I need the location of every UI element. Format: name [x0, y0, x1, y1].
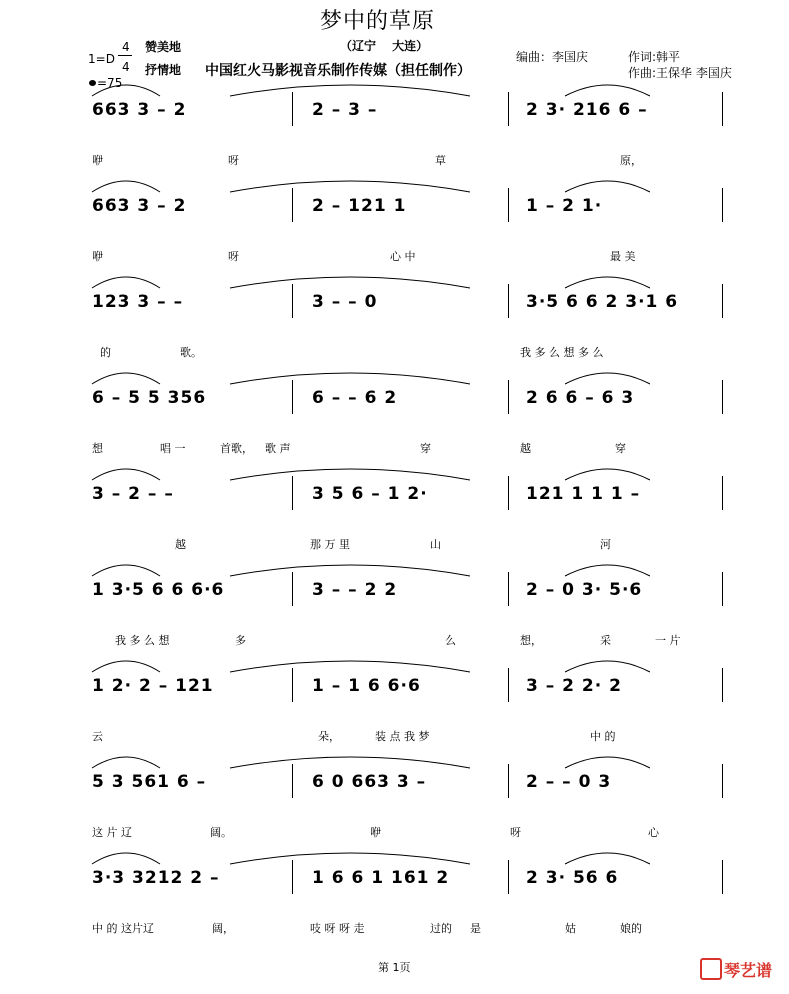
slur [92, 85, 160, 96]
lyric: 草 [435, 154, 446, 167]
lyric: 河 [600, 538, 611, 551]
measure: 1 – 1 6 6·6 [312, 676, 421, 696]
key-signature: 1=D [88, 52, 115, 66]
site-logo: 琴艺谱 [700, 958, 772, 981]
tempo-mark: =75 [97, 76, 123, 90]
slur [92, 469, 160, 480]
measure: 1 3·5 6 6 6·6 [92, 580, 225, 600]
lyric: 心 中 [390, 250, 416, 263]
lyric: 那 万 里 [310, 538, 350, 551]
lyric: 越 [175, 538, 186, 551]
lyric: 娘的 [620, 922, 642, 935]
lyric: 朵， [318, 730, 340, 743]
slur [92, 853, 160, 864]
lyric: 么 [445, 634, 456, 647]
expression-1: 赞美地 [145, 40, 182, 54]
lyric: 歌 声 [265, 442, 291, 455]
slur [565, 661, 650, 672]
lyric: 我 多 么 想 [115, 634, 170, 647]
lyricist-credit: 作词:韩平 [628, 50, 681, 64]
slur [92, 757, 160, 768]
lyric: 穿 [420, 442, 431, 455]
lyric: 呀 [228, 250, 239, 263]
lyric: 这 片 辽 [92, 826, 132, 839]
expression-2: 抒情地 [145, 63, 182, 77]
lyric: 咿 [370, 826, 381, 839]
lyric: 咿 [92, 250, 103, 263]
slur [230, 181, 470, 192]
lyric: 唱 一 [160, 442, 186, 455]
slur [92, 277, 160, 288]
lyric: 穿 [615, 442, 626, 455]
measure: 2 3· 56 6 [526, 868, 619, 888]
lyric: 过的 [430, 922, 452, 935]
logo-icon [700, 958, 722, 980]
slur [230, 85, 470, 96]
measure: 2 – – 0 3 [526, 772, 612, 792]
slur [230, 853, 470, 864]
measure: 2 – 0 3· 5·6 [526, 580, 643, 600]
lyric: 中 的 [590, 730, 616, 743]
slur [92, 661, 160, 672]
measure: 3·3 3212 2 – [92, 868, 220, 888]
lyric: 云 [92, 730, 103, 743]
measure: 3 – 2 2· 2 [526, 676, 622, 696]
lyric: 吱 呀 呀 走 [310, 922, 365, 935]
producer-credit: 中国红火马影视音乐制作传媒（担任制作） [205, 63, 471, 79]
measure: 123 3 – – [92, 292, 184, 312]
arranger-credit: 编曲：李国庆 [516, 50, 589, 64]
lyric: 咿 [92, 154, 103, 167]
time-signature-top: 4 [122, 40, 130, 54]
lyric: 装 点 我 梦 [375, 730, 430, 743]
slur [565, 85, 650, 96]
slur [230, 469, 470, 480]
lyric: 最 美 [610, 250, 636, 263]
slur [230, 277, 470, 288]
lyric: 山 [430, 538, 441, 551]
lyric: 采 [600, 634, 611, 647]
measure: 2 – 3 – [312, 100, 378, 120]
slur [565, 181, 650, 192]
slur [230, 661, 470, 672]
measure: 3 – – 0 [312, 292, 378, 312]
measure: 3 – – 2 2 [312, 580, 398, 600]
lyric: 心 [648, 826, 659, 839]
slur [565, 277, 650, 288]
composer-credit: 作曲:王保华 李国庆 [628, 66, 732, 80]
measure: 2 6 6 – 6 3 [526, 388, 635, 408]
slur [565, 565, 650, 576]
lyric: 是 [470, 922, 481, 935]
measure: 1 – 2 1· [526, 196, 603, 216]
measure: 663 3 – 2 [92, 196, 187, 216]
lyric: 姑 [565, 922, 576, 935]
measure: 3·5 6 6 2 3·1 6 [526, 292, 679, 312]
slur [565, 757, 650, 768]
measure: 663 3 – 2 [92, 100, 187, 120]
measure: 3 – 2 – – [92, 484, 174, 504]
measure: 2 – 121 1 [312, 196, 407, 216]
slur [230, 757, 470, 768]
lyric: 阔， [212, 922, 234, 935]
region-label: （辽宁 大连） [340, 39, 429, 53]
lyric: 呀 [510, 826, 521, 839]
lyric: 歌。 [180, 346, 202, 359]
slur [92, 373, 160, 384]
slur [92, 565, 160, 576]
lyric: 中 的 这片辽 [92, 922, 154, 935]
lyric: 想， [520, 634, 542, 647]
lyric: 呀 [228, 154, 239, 167]
lyric: 多 [235, 634, 246, 647]
slur [565, 853, 650, 864]
measure: 1 6 6 1 161 2 [312, 868, 450, 888]
measure: 121 1 1 1 – [526, 484, 641, 504]
measure: 2 3· 216 6 – [526, 100, 648, 120]
slur [230, 565, 470, 576]
lyric: 原， [620, 154, 642, 167]
measure: 3 5 6 – 1 2· [312, 484, 428, 504]
page-title: 梦中的草原 [320, 9, 436, 34]
measure: 6 – – 6 2 [312, 388, 398, 408]
measure: 6 0 663 3 – [312, 772, 427, 792]
measure: 1 2· 2 – 121 [92, 676, 214, 696]
page-number: 第 1页 [378, 961, 411, 974]
slur [565, 469, 650, 480]
slur [565, 373, 650, 384]
measure: 6 – 5 5 356 [92, 388, 207, 408]
lyric: 我 多 么 想 多 么 [520, 346, 604, 359]
lyric: 越 [520, 442, 531, 455]
measure: 5 3 561 6 – [92, 772, 207, 792]
lyric: 一 片 [655, 634, 681, 647]
time-signature-bottom: 4 [122, 60, 130, 74]
lyric: 的 [100, 346, 111, 359]
lyric: 想 [92, 442, 103, 455]
lyric: 首歌， [220, 442, 253, 455]
lyric: 阔。 [210, 826, 232, 839]
slur [230, 373, 470, 384]
slur [92, 181, 160, 192]
